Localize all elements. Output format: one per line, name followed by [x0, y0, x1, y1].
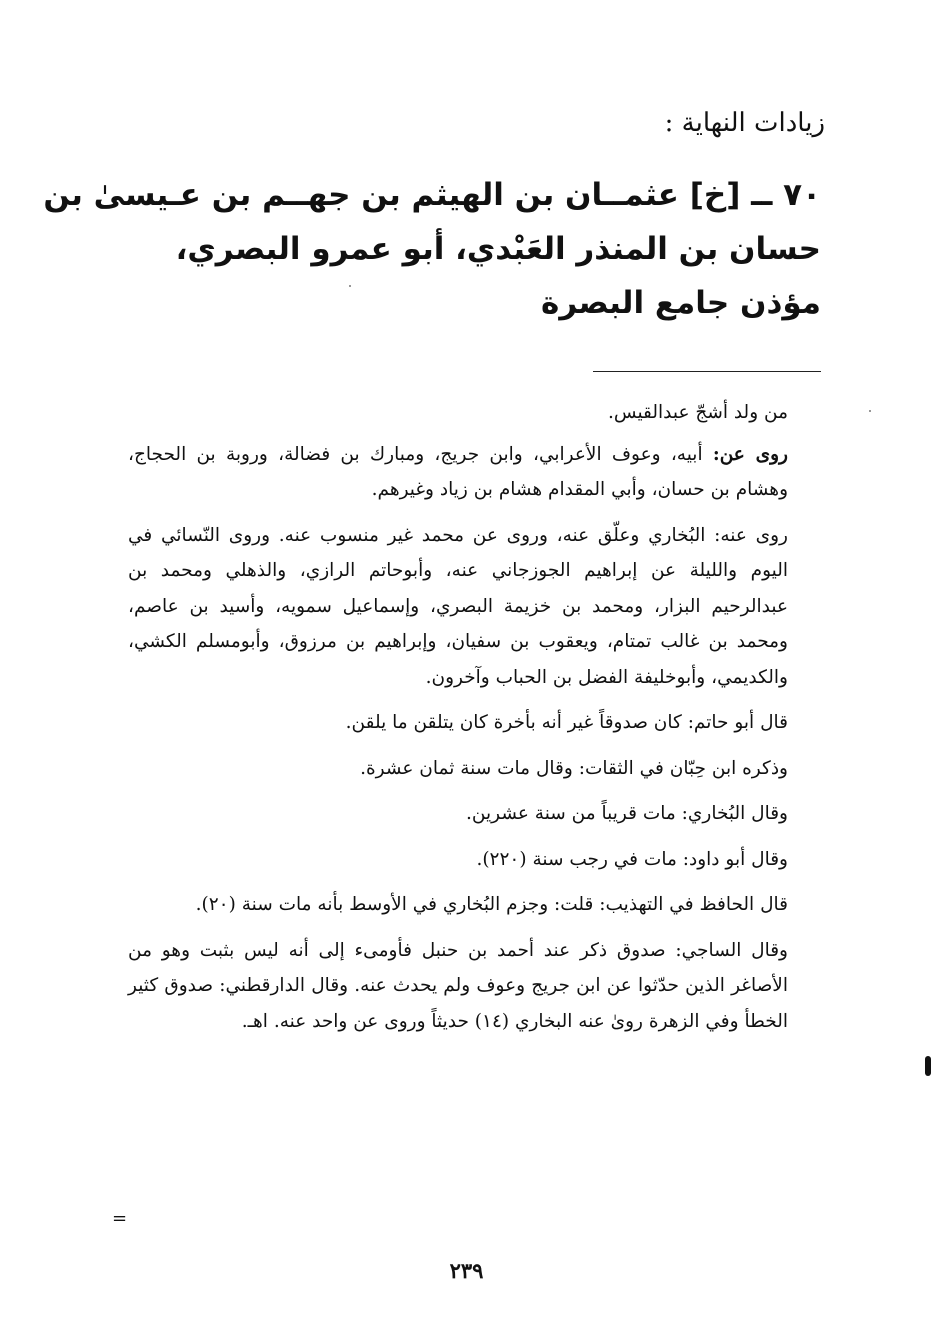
body-text	[128, 395, 788, 1049]
paragraph-bukhari	[128, 796, 788, 832]
paragraph-text: أبيه، وعوف الأعرابي، وابن جريج، ومبارك بن فضالة، وروبة بن الحجاج، وهشام بن حسان، وأبي المقدام هشام بن زياد وغيرهم.	[128, 443, 788, 500]
paragraph-saji	[128, 933, 788, 1040]
paragraph-text: وقال أبو داود: مات في رجب سنة (٢٢٠).	[476, 848, 788, 870]
paragraph-lineage	[128, 395, 788, 431]
paragraph-text: وذكره ابن حِبّان في الثقات: وقال مات سنة ثمان عشرة.	[360, 757, 788, 779]
scan-edge-mark	[925, 1056, 931, 1076]
footnote-separator-rule	[593, 371, 821, 372]
scan-speck	[869, 410, 871, 412]
entry-heading-line: حسان بن المنذر العَبْدي، أبو عمرو البصري،	[175, 231, 821, 267]
paragraph-text: روى عنه: البُخاري وعلّق عنه، وروى عن محمد غير منسوب عنه. وروى النّسائي في اليوم والليلة عن إبراهيم الجوزجاني عنه، وأبوحاتم الرازي، والذهلي ومحمد بن عبدالرحيم البزار، ومحمد بن خزيمة البصري، وإسماعيل سمويه، وأسيد بن عاصم، ومحمد بن غالب تمتام، ويعقوب بن سفيان، وإبراهيم بن مرزوق، وأبومسلم الكشي، والكديمي، وأبوخليفة الفضل بن الحباب وآخرون.	[128, 524, 788, 688]
entry-heading-line: مؤذن جامع البصرة	[541, 285, 821, 321]
paragraph-ibn-hibban	[128, 751, 788, 787]
paragraph-text: قال أبو حاتم: كان صدوقاً غير أنه بأخرة كان يتلقن ما يلقن.	[345, 712, 788, 733]
paragraph-narrated-by	[128, 518, 788, 696]
entry-heading	[43, 168, 821, 330]
paragraph-text: وقال البُخاري: مات قريباً من سنة عشرين.	[466, 803, 788, 824]
paragraph-text: وقال الساجي: صدوق ذكر عند أحمد بن حنبل فأومىء إلى أنه ليس بثبت وهو من الأصاغر الذين حدّثوا عن ابن جريج وعوف ولم يحدث عنه. وقال الدارقطني: صدوق كثير الخطأ وفي الزهرة روىٰ عنه البخاري (١٤) حديثاً وروى عن واحد عنه. اهـ.	[128, 939, 788, 1032]
paragraph-lead: روى عن:	[712, 443, 788, 465]
paragraph-abu-dawud	[128, 842, 788, 878]
paragraph-text: قال الحافظ في التهذيب: قلت: وجزم البُخاري في الأوسط بأنه مات سنة (٢٠).	[195, 894, 788, 915]
page-number: ٢٣٩	[449, 1258, 484, 1283]
entry-heading-line: ٧٠ ــ [خ] عثمــان بن الهيثم بن جهــم بن عـيسىٰ بن	[43, 177, 821, 213]
section-title: زيادات النهاية :	[664, 108, 825, 138]
margin-continuation-mark: =	[112, 1208, 128, 1229]
scan-speck	[349, 285, 351, 287]
paragraph-narrated-from	[128, 437, 788, 508]
paragraph-abu-hatim	[128, 705, 788, 741]
paragraph-hafiz	[128, 887, 788, 923]
paragraph-text: من ولد أشجّ عبدالقيس.	[607, 402, 788, 423]
